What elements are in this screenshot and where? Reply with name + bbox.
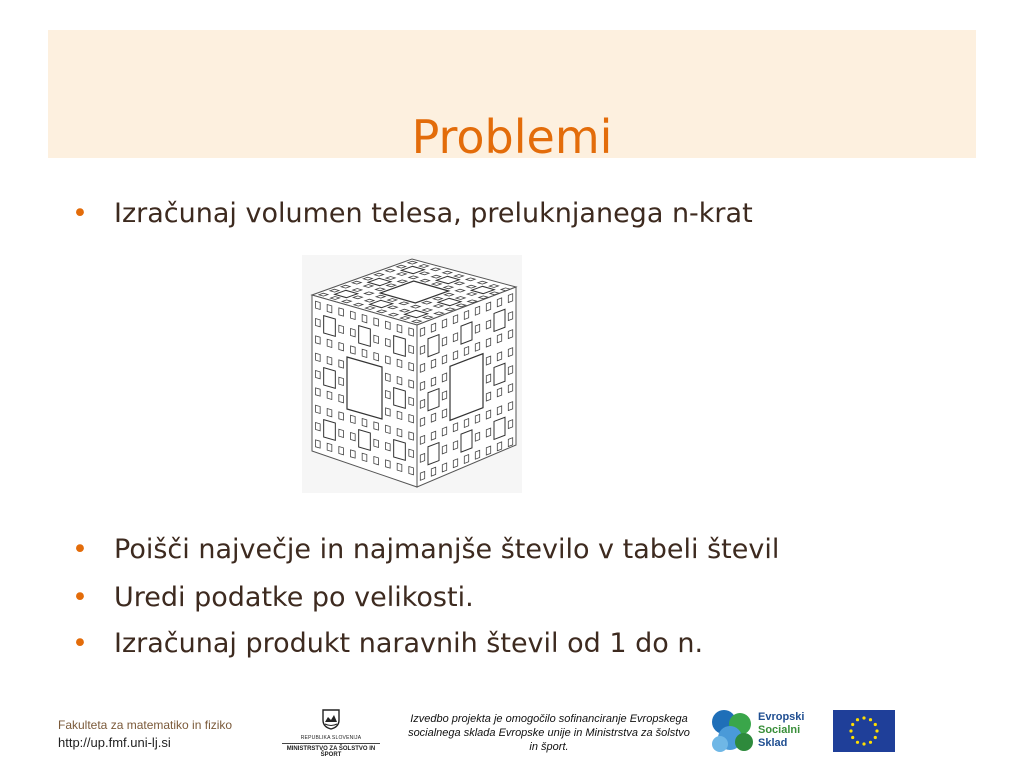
ministry-name: MINISTRSTVO ZA ŠOLSTVO IN ŠPORT [286,746,376,758]
bullet-text: Poišči največje in najmanjše število v tabeli števil [114,534,780,565]
slide-title: Problemi [411,110,613,164]
coat-of-arms-icon [321,708,341,730]
ministry-republic: REPUBLIKA SLOVENIJA [300,735,362,741]
bullet-item [72,628,703,659]
bullet-dot: • [72,198,88,229]
esf-line2: Socialni [758,724,801,736]
esf-line3: Sklad [758,737,788,749]
bullet-text: Izračunaj produkt naravnih števil od 1 do n. [114,628,704,659]
menger-sponge-figure [302,255,522,493]
faculty-info [58,717,232,751]
bullet-item [72,198,753,229]
faculty-url[interactable]: http://up.fmf.uni-lj.si [58,735,171,750]
bullet-dot: • [72,534,88,565]
faculty-name: Fakulteta za matematiko in fiziko [58,718,233,732]
bullet-text: Uredi podatke po velikosti. [114,582,474,613]
ministry-divider [282,743,380,744]
bullet-item [72,582,474,613]
bullet-dot: • [72,582,88,613]
bullet-text: Izračunaj volumen telesa, preluknjanega n-krat [114,198,753,229]
bullet-dot: • [72,628,88,659]
esf-logo [710,708,814,754]
menger-sponge-drawing [302,255,522,493]
esf-line1: Evropski [758,711,805,723]
funding-statement: Izvedbo projekta je omogočilo sofinanciranje Evropskega socialnega sklada Evropske unije in Ministrstva za šolstvo in šport. [408,713,690,753]
bullet-item [72,534,779,565]
ministry-logo [278,708,384,758]
esf-wordmark [758,711,804,750]
eu-flag-icon [833,710,895,752]
esf-emblem-icon [710,708,754,752]
